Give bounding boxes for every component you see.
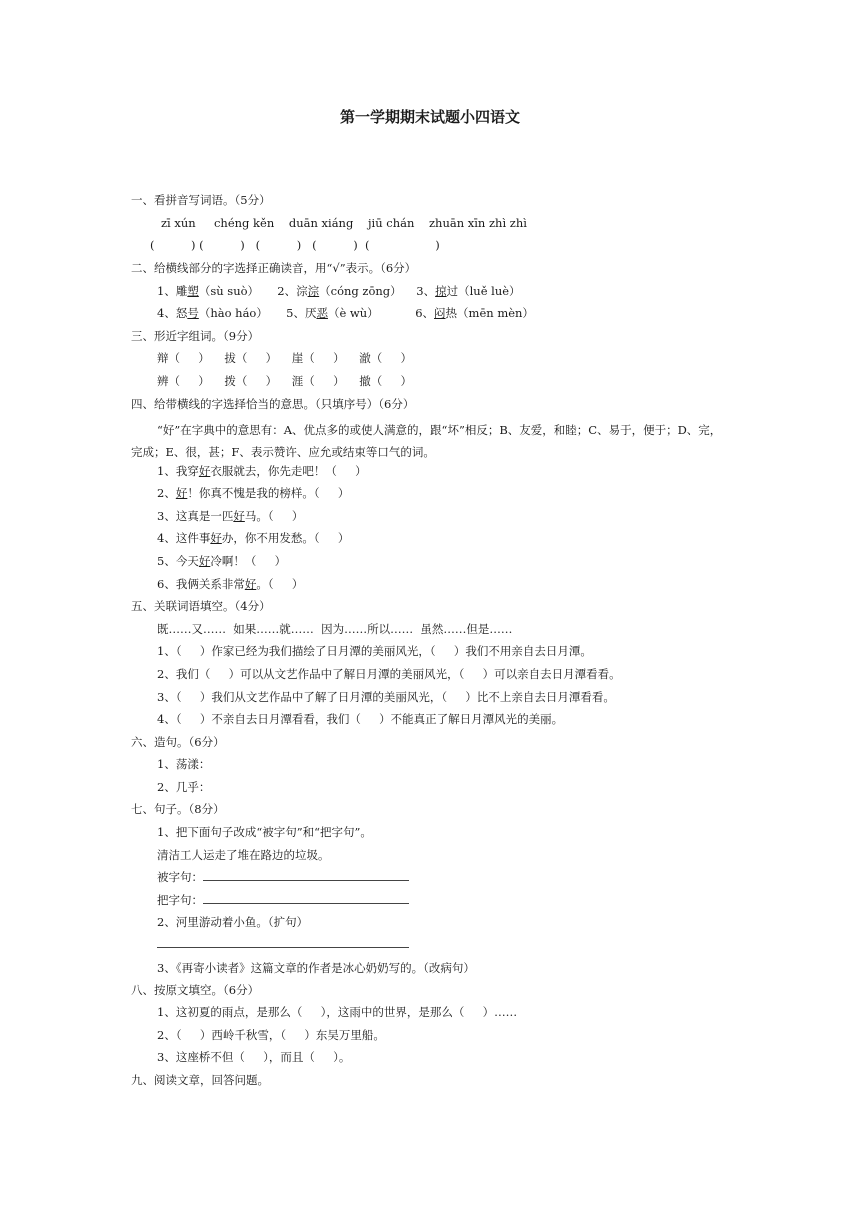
q1-blanks: ( ) ( ) ( ) ( ) ( ) xyxy=(150,238,440,252)
q2-r2-a-underlined: 号 xyxy=(187,306,199,320)
q4-item-2-pre: 2、 xyxy=(157,486,176,500)
q1-heading: 一、看拼音写词语。（5分） xyxy=(131,193,271,207)
q2-r2-c-post: 热（mēn mèn） xyxy=(445,306,534,320)
q5-item-3: 3、（ ）我们从文艺作品中了解了日月潭的美丽风光，（ ）比不上亲自去日月潭看看。 xyxy=(157,690,615,704)
q5-word-bank: 既……又…… 如果……就…… 因为……所以…… 虽然……但是…… xyxy=(157,622,513,636)
q4-item-3-pre: 3、这真是一匹 xyxy=(157,509,234,523)
q7-bei-label: 被字句： xyxy=(157,870,203,884)
q4-item-6 xyxy=(157,577,303,592)
q2-r2-a-pre: 4、怒 xyxy=(157,306,188,320)
q7-expand-line xyxy=(157,937,409,952)
q4-item-6-pre: 6、我俩关系非常 xyxy=(157,577,245,591)
q2-r2-a-post: （hào háo） 5、厌 xyxy=(198,306,317,320)
q7-bei-answer-blank[interactable] xyxy=(203,870,409,881)
q4-item-5 xyxy=(157,554,286,569)
q5-item-2: 2、我们（ ）可以从文艺作品中了解日月潭的美丽风光，（ ）可以亲自去日月潭看看。 xyxy=(157,667,621,681)
q4-description: “好”在字典中的意思有：A、优点多的或使人满意的，跟“坏”相反；B、友爱，和睦；C、易于，便于；D、完，完成；E、很，甚；F、表示赞许、应允或结束等口气的词。 xyxy=(131,423,722,459)
q4-item-1-pre: 1、我穿 xyxy=(157,464,199,478)
q2-r1-a-post: （sù suò） 2、淙 xyxy=(198,284,308,298)
q6-item-2: 2、几乎： xyxy=(157,780,211,794)
q4-item-1 xyxy=(157,464,367,479)
q4-item-2 xyxy=(157,486,349,501)
q2-r1-c-post: 过（luě luè） xyxy=(446,284,521,298)
q9-heading: 九、阅读文章，回答问题。 xyxy=(131,1073,269,1087)
q8-item-3: 3、这座桥不但（ ），而且（ ）。 xyxy=(157,1050,351,1064)
q5-heading: 五、关联词语填空。（4分） xyxy=(131,599,271,613)
q4-item-3-post: 马。（ ） xyxy=(244,509,304,523)
q4-item-4 xyxy=(157,531,349,546)
q4-item-6-underlined: 好 xyxy=(244,577,257,591)
q2-r1-c-underlined: 掠 xyxy=(435,284,447,298)
q3-row-2: 辨（ ） 拨（ ） 涯（ ） 撤（ ） xyxy=(157,374,412,388)
q2-r1-a-underlined: 塑 xyxy=(187,284,199,298)
page-title: 第一学期期末试题小四语文 xyxy=(339,108,520,126)
q4-item-2-underlined: 好 xyxy=(175,486,188,500)
q7-instruction-3: 3、《再寄小读者》这篇文章的作者是冰心奶奶写的。（改病句） xyxy=(157,961,475,975)
q4-item-3-underlined: 好 xyxy=(233,509,245,523)
q7-sentence: 清洁工人运走了堆在路边的垃圾。 xyxy=(157,848,330,862)
q4-item-2-post: ！你真不愧是我的榜样。（ ） xyxy=(187,486,350,500)
q4-item-5-underlined: 好 xyxy=(198,554,211,568)
q4-item-6-post: 。（ ） xyxy=(256,577,304,591)
q1-pinyin: zī xún chéng kěn duān xiáng jiū chán zhuān xīn zhì zhì xyxy=(161,216,527,230)
q4-item-1-underlined: 好 xyxy=(198,464,211,478)
q7-bei-line xyxy=(157,870,409,885)
q8-heading: 八、按原文填空。（6分） xyxy=(131,983,260,997)
q4-heading: 四、给带横线的字选择恰当的意思。（只填序号）（6分） xyxy=(131,397,415,411)
q2-r1-b-post: （cóng zōng） 3、 xyxy=(319,284,436,298)
q2-r1-a-pre: 1、雕 xyxy=(157,284,188,298)
q5-item-4: 4、（ ）不亲自去日月潭看看，我们（ ）不能真正了解日月潭风光的美丽。 xyxy=(157,712,564,726)
q3-heading: 三、形近字组词。（9分） xyxy=(131,329,260,343)
q3-row-1: 辩（ ） 拔（ ） 崖（ ） 澈（ ） xyxy=(157,351,412,365)
q7-ba-label: 把字句： xyxy=(157,893,203,907)
q6-item-1: 1、荡漾： xyxy=(157,757,211,771)
q2-heading: 二、给横线部分的字选择正确读音，用“√”表示。（6分） xyxy=(131,261,417,275)
q4-item-1-post: 衣服就去，你先走吧！（ ） xyxy=(210,464,367,478)
q7-instruction-2: 2、河里游动着小鱼。（扩句） xyxy=(157,915,309,929)
q5-item-1: 1、（ ）作家已经为我们描绘了日月潭的美丽风光，（ ）我们不用亲自去日月潭。 xyxy=(157,644,592,658)
q4-item-4-underlined: 好 xyxy=(210,531,222,545)
q2-r2-b-post: （è wù） 6、 xyxy=(327,306,435,320)
q7-expand-answer-blank[interactable] xyxy=(157,937,409,948)
q4-item-5-post: 冷啊！（ ） xyxy=(210,554,287,568)
q7-instruction-1: 1、把下面句子改成“被字句”和“把字句”。 xyxy=(157,825,372,839)
q2-r1-b-underlined: 淙 xyxy=(307,284,320,298)
q8-item-2: 2、（ ）西岭千秋雪，（ ）东吴万里船。 xyxy=(157,1028,385,1042)
q4-item-5-pre: 5、今天 xyxy=(157,554,199,568)
q8-item-1: 1、这初夏的雨点，是那么（ ），这雨中的世界，是那么（ ）…… xyxy=(157,1005,518,1019)
q7-ba-line xyxy=(157,893,409,908)
q4-item-4-pre: 4、这件事 xyxy=(157,531,211,545)
q6-heading: 六、造句。（6分） xyxy=(131,735,225,749)
q2-row-2 xyxy=(157,306,534,321)
q4-item-3 xyxy=(157,509,303,524)
q7-heading: 七、句子。（8分） xyxy=(131,802,225,816)
q2-row-1 xyxy=(157,284,521,299)
q2-r2-b-underlined: 恶 xyxy=(316,306,328,320)
q2-r2-c-underlined: 闷 xyxy=(434,306,446,320)
q4-item-4-post: 办，你不用发愁。（ ） xyxy=(221,531,350,545)
q7-ba-answer-blank[interactable] xyxy=(203,893,409,904)
